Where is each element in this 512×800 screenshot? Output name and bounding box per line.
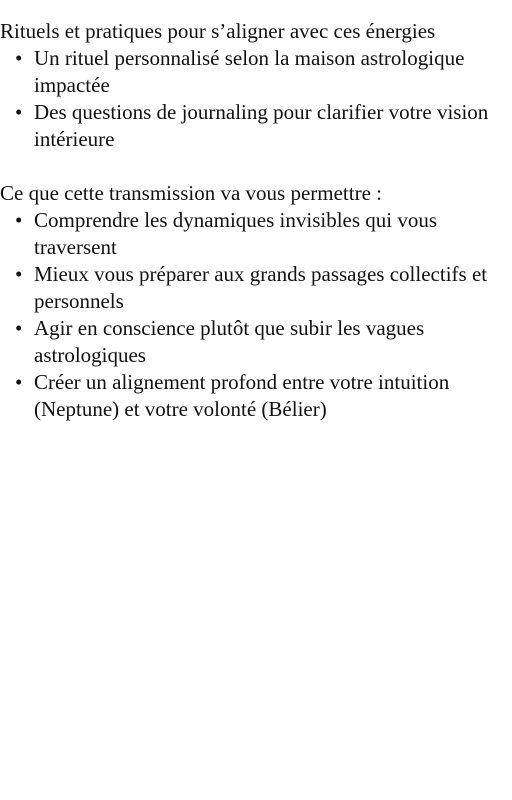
list-item <box>15 45 512 99</box>
list-item-text: Un rituel personnalisé selon la maison astrologique impactée <box>34 46 465 97</box>
bullet-icon: • <box>15 262 23 286</box>
bullet-icon: • <box>15 46 23 70</box>
list-item <box>15 315 512 369</box>
bullet-icon: • <box>15 208 23 232</box>
benefits-list <box>0 207 512 423</box>
rituals-list <box>0 45 512 153</box>
list-item-text: Mieux vous préparer aux grands passages collectifs et personnels <box>34 262 488 313</box>
list-item-text: Agir en conscience plutôt que subir les vagues astrologiques <box>34 316 425 367</box>
list-item <box>15 369 512 423</box>
bullet-icon: • <box>15 370 23 394</box>
bullet-icon: • <box>15 100 23 124</box>
list-item <box>15 99 512 153</box>
paragraph-spacer <box>0 153 512 180</box>
list-item-text: Des questions de journaling pour clarifier votre vision intérieure <box>34 100 489 151</box>
list-item <box>15 261 512 315</box>
list-item <box>15 207 512 261</box>
list-item-text: Créer un alignement profond entre votre intuition (Neptune) et votre volonté (Bélier) <box>34 370 450 421</box>
rituals-heading: Rituels et pratiques pour s’aligner avec ces énergies <box>0 19 436 43</box>
list-item-text: Comprendre les dynamiques invisibles qui vous traversent <box>34 208 438 259</box>
benefits-heading: Ce que cette transmission va vous permettre : <box>0 181 382 205</box>
bullet-icon: • <box>15 316 23 340</box>
document-body <box>0 18 512 423</box>
